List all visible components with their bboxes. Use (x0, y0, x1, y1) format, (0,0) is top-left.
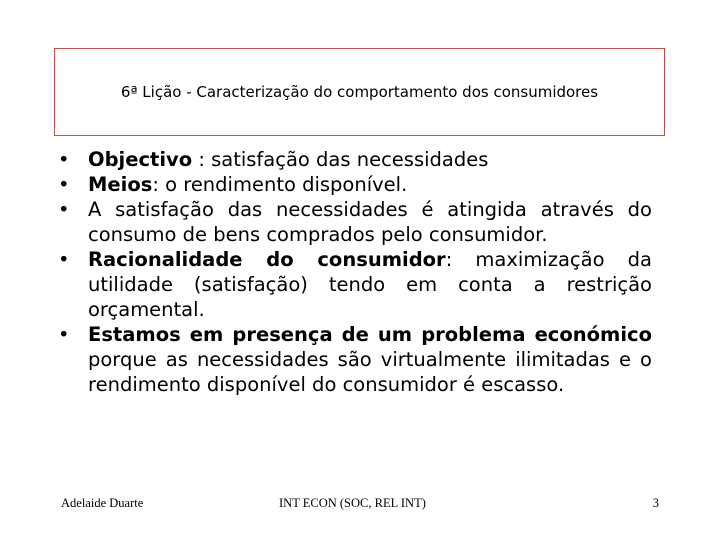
footer-course: INT ECON (SOC, REL INT) (279, 496, 426, 510)
bullet-icon: • (58, 323, 70, 346)
title-box (54, 48, 665, 136)
bullet-icon: • (58, 248, 70, 271)
bullet-text: A satisfação das necessidades é atingida através do consumo de bens comprados pelo consumidor. (88, 198, 652, 246)
bullet-item (58, 197, 652, 247)
bullet-text: porque as necessidades são virtualmente ilimitadas e o rendimento disponível do consumidor é escasso. (88, 348, 652, 396)
bullet-icon: • (58, 173, 70, 196)
bullet-icon: • (58, 148, 70, 171)
page-number: 3 (652, 496, 659, 510)
bullet-text: : o rendimento disponível. (152, 173, 408, 196)
bullet-item (58, 322, 652, 397)
bullet-bold: Racionalidade do consumidor (88, 248, 446, 271)
bullet-bold: Meios (88, 173, 153, 196)
bullet-text: : satisfação das necessidades (192, 148, 489, 171)
footer-author: Adelaide Duarte (61, 496, 144, 510)
bullet-bold: Objectivo (88, 148, 193, 171)
bullet-item (58, 172, 652, 197)
bullet-list (58, 147, 652, 397)
bullet-item (58, 147, 652, 172)
bullet-bold: Estamos em presença de um problema económico (88, 323, 652, 346)
slide-title: 6ª Lição - Caracterização do comportamento dos consumidores (120, 83, 599, 101)
bullet-item (58, 247, 652, 322)
bullet-text: : maximização da utilidade (satisfação) tendo em conta a restrição orçamental. (88, 248, 652, 321)
bullet-icon: • (58, 198, 70, 221)
